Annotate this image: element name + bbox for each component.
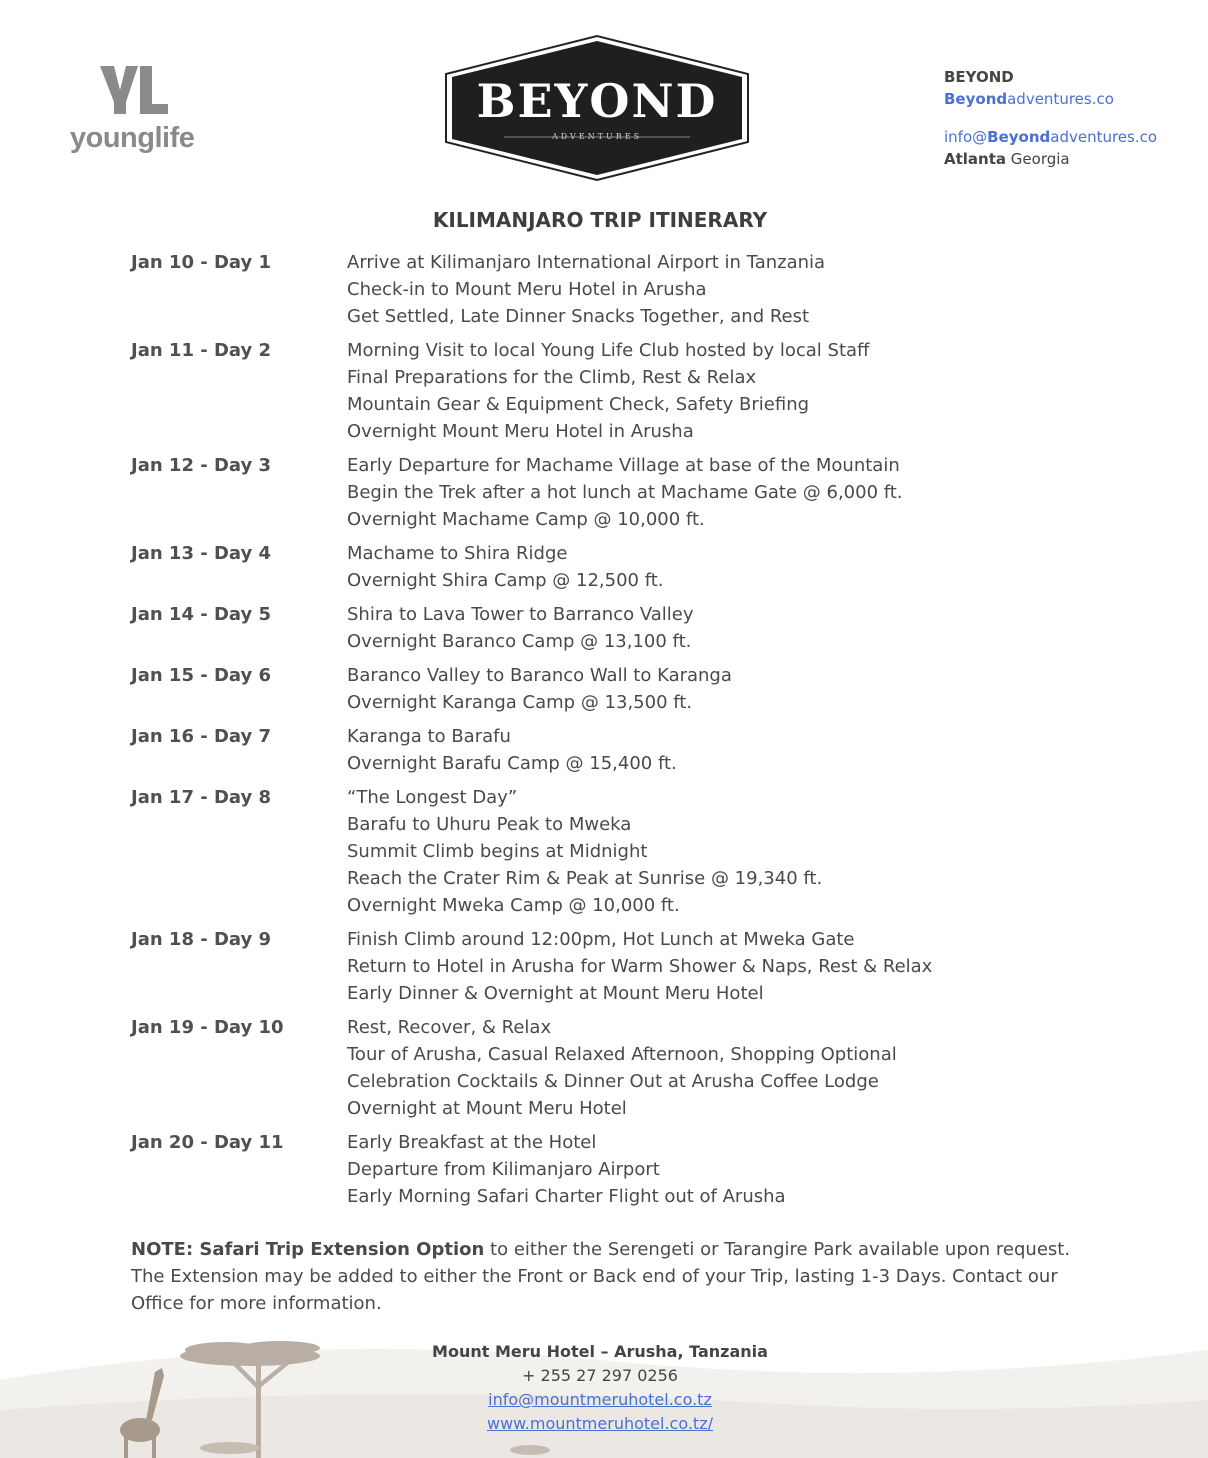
itinerary-day <box>131 540 1031 594</box>
day-label: Jan 12 - Day 3 <box>131 455 272 476</box>
beyond-title: BEYOND <box>476 74 718 128</box>
activity-line: Get Settled, Late Dinner Snacks Together, and Rest <box>347 306 810 327</box>
hotel-email-link[interactable]: info@mountmeruhotel.co.tz <box>488 1390 712 1409</box>
activity-line: Early Breakfast at the Hotel <box>347 1132 597 1153</box>
activity-line: Departure from Kilimanjaro Airport <box>347 1159 660 1180</box>
day-label: Jan 16 - Day 7 <box>131 726 272 747</box>
activity-line: “The Longest Day” <box>347 787 518 808</box>
activity-line: Overnight Karanga Camp @ 13,500 ft. <box>347 692 693 713</box>
activity-line: Early Morning Safari Charter Flight out of Arusha <box>347 1186 786 1207</box>
activity-line: Barafu to Uhuru Peak to Mweka <box>347 814 632 835</box>
day-activities <box>347 540 1031 594</box>
itinerary-day <box>131 662 1031 716</box>
hotel-website-link[interactable]: www.mountmeruhotel.co.tz/ <box>487 1414 713 1433</box>
activity-line: Celebration Cocktails & Dinner Out at Arusha Coffee Lodge <box>347 1071 879 1092</box>
day-activities <box>347 662 1031 716</box>
activity-line: Early Departure for Machame Village at base of the Mountain <box>347 455 900 476</box>
younglife-logo <box>70 62 210 162</box>
day-label: Jan 17 - Day 8 <box>131 787 272 808</box>
hotel-name: Mount Meru Hotel – Arusha, Tanzania <box>432 1342 768 1361</box>
activity-line: Check-in to Mount Meru Hotel in Arusha <box>347 279 707 300</box>
beyond-adventures-logo <box>444 34 750 182</box>
extension-note <box>131 1236 1071 1317</box>
itinerary <box>131 249 1031 1217</box>
itinerary-day <box>131 452 1031 533</box>
day-label: Jan 15 - Day 6 <box>131 665 272 686</box>
day-activities <box>347 926 1031 1007</box>
itinerary-day <box>131 784 1031 919</box>
activity-line: Machame to Shira Ridge <box>347 543 568 564</box>
younglife-wordmark: younglife <box>70 122 195 154</box>
itinerary-day <box>131 1129 1031 1210</box>
day-label: Jan 10 - Day 1 <box>131 252 272 273</box>
day-label: Jan 19 - Day 10 <box>131 1017 284 1038</box>
activity-line: Begin the Trek after a hot lunch at Machame Gate @ 6,000 ft. <box>347 482 903 503</box>
activity-line: Overnight Machame Camp @ 10,000 ft. <box>347 509 705 530</box>
day-label: Jan 11 - Day 2 <box>131 340 272 361</box>
company-name: BEYOND <box>944 68 1014 86</box>
activity-line: Return to Hotel in Arusha for Warm Shower & Naps, Rest & Relax <box>347 956 933 977</box>
document-title: KILIMANJARO TRIP ITINERARY <box>432 208 768 232</box>
note-label: NOTE: Safari Trip Extension Option <box>131 1239 485 1260</box>
itinerary-day <box>131 337 1031 445</box>
activity-line: Overnight Mweka Camp @ 10,000 ft. <box>347 895 680 916</box>
website-link[interactable]: Beyondadventures.co <box>944 90 1114 108</box>
activity-line: Baranco Valley to Baranco Wall to Karanga <box>347 665 732 686</box>
activity-line: Shira to Lava Tower to Barranco Valley <box>347 604 694 625</box>
activity-line: Tour of Arusha, Casual Relaxed Afternoon, Shopping Optional <box>347 1044 897 1065</box>
activity-line: Final Preparations for the Climb, Rest & Relax <box>347 367 757 388</box>
activity-line: Overnight Barafu Camp @ 15,400 ft. <box>347 753 677 774</box>
itinerary-day <box>131 1014 1031 1122</box>
activity-line: Early Dinner & Overnight at Mount Meru Hotel <box>347 983 764 1004</box>
day-label: Jan 20 - Day 11 <box>131 1132 284 1153</box>
day-activities <box>347 1129 1031 1210</box>
day-label: Jan 18 - Day 9 <box>131 929 272 950</box>
day-activities <box>347 337 1031 445</box>
activity-line: Finish Climb around 12:00pm, Hot Lunch at Mweka Gate <box>347 929 855 950</box>
note-text: to either the Serengeti or Tarangire Park available upon request. The Extension may be added to either the Front or Back end of your Trip, lasting 1-3 Days. Contact our Office for more information. <box>131 1239 1071 1314</box>
activity-line: Mountain Gear & Equipment Check, Safety Briefing <box>347 394 810 415</box>
activity-line: Arrive at Kilimanjaro International Airport in Tanzania <box>347 252 826 273</box>
day-activities <box>347 249 1031 330</box>
activity-line: Overnight Baranco Camp @ 13,100 ft. <box>347 631 692 652</box>
day-label: Jan 13 - Day 4 <box>131 543 272 564</box>
itinerary-day <box>131 249 1031 330</box>
hotel-footer <box>400 1340 800 1436</box>
activity-line: Overnight Shira Camp @ 12,500 ft. <box>347 570 664 591</box>
hotel-phone: + 255 27 297 0256 <box>522 1366 678 1385</box>
younglife-mark-icon <box>70 62 210 122</box>
itinerary-day <box>131 723 1031 777</box>
day-activities <box>347 784 1031 919</box>
day-activities <box>347 601 1031 655</box>
itinerary-day <box>131 926 1031 1007</box>
activity-line: Overnight Mount Meru Hotel in Arusha <box>347 421 694 442</box>
activity-line: Reach the Crater Rim & Peak at Sunrise @ 19,340 ft. <box>347 868 823 889</box>
activity-line: Overnight at Mount Meru Hotel <box>347 1098 627 1119</box>
contact-block <box>944 66 1157 170</box>
day-label: Jan 14 - Day 5 <box>131 604 272 625</box>
email-link[interactable]: info@Beyondadventures.co <box>944 128 1158 146</box>
activity-line: Karanga to Barafu <box>347 726 511 747</box>
beyond-subtitle: ADVENTURES <box>551 132 643 141</box>
day-activities <box>347 1014 1031 1122</box>
location: Atlanta Georgia <box>944 150 1070 168</box>
day-activities <box>347 723 1031 777</box>
activity-line: Rest, Recover, & Relax <box>347 1017 552 1038</box>
activity-line: Morning Visit to local Young Life Club hosted by local Staff <box>347 340 870 361</box>
itinerary-day <box>131 601 1031 655</box>
day-activities <box>347 452 1031 533</box>
activity-line: Summit Climb begins at Midnight <box>347 841 648 862</box>
